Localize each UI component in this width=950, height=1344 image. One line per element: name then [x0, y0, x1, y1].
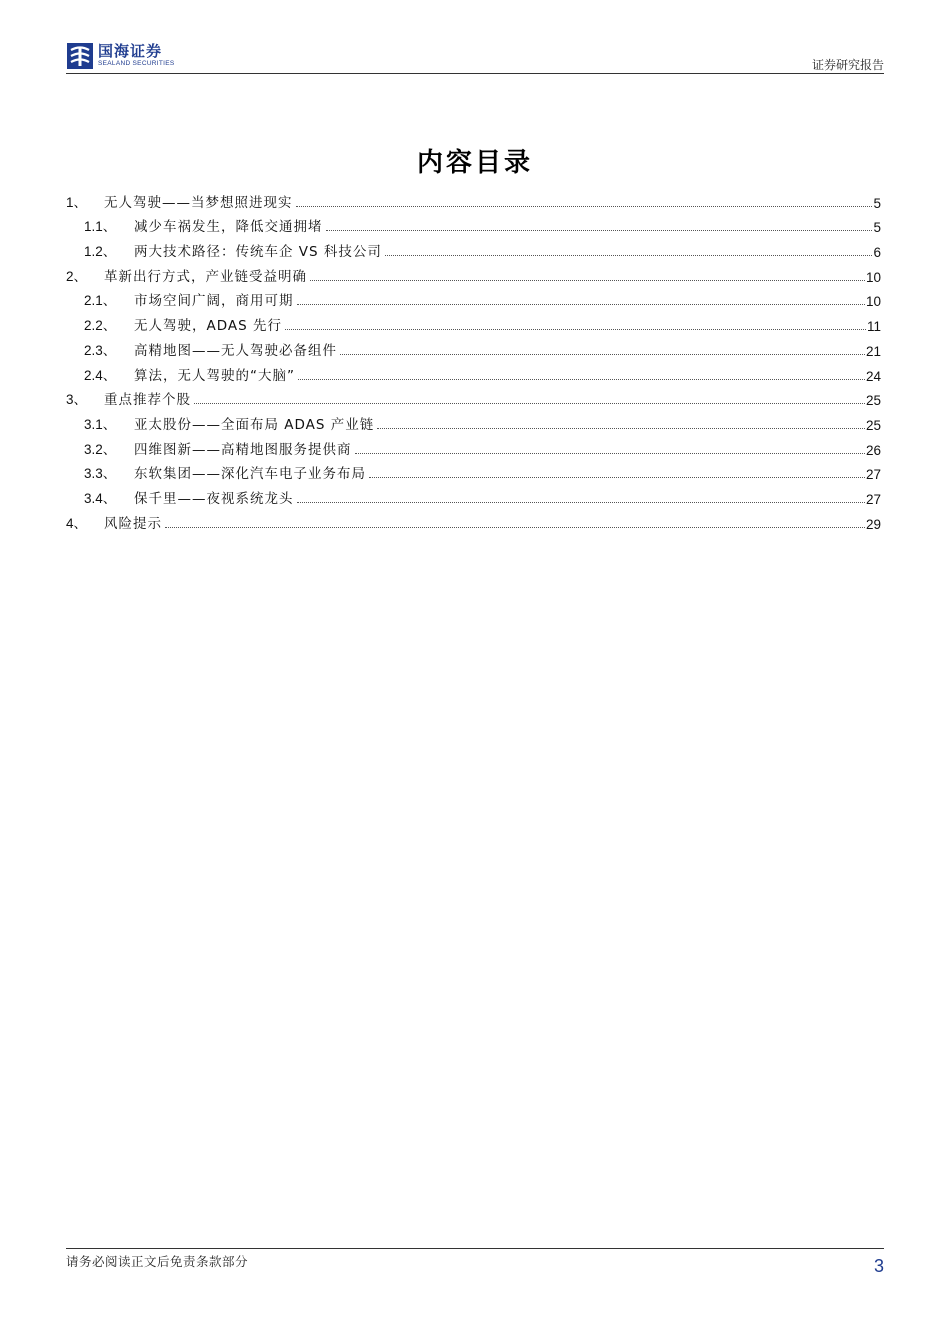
toc-dot-leader [285, 329, 866, 330]
toc-dot-leader [310, 280, 865, 281]
toc-entry-page: 24 [865, 368, 881, 384]
toc-entry-page: 27 [865, 467, 881, 483]
toc-entry-page: 6 [873, 245, 881, 261]
toc-entry-page: 5 [873, 195, 881, 211]
toc-title: 内容目录 [416, 148, 533, 178]
report-type-label: 证券研究报告 [811, 58, 884, 72]
toc-entry-number: 2、 [66, 268, 88, 284]
toc-entry-number: 3、 [66, 392, 88, 408]
toc-dot-leader [165, 527, 865, 528]
toc-entry-label: 无人驾驶，ADAS 先行 [134, 318, 282, 335]
footer-disclaimer: 请务必阅读正文后免责条款部分 [66, 1254, 249, 1269]
sealand-logo-icon [66, 42, 94, 70]
logo-chinese-name: 国海证券 [98, 42, 163, 61]
toc-entry-label: 算法，无人驾驶的“大脑” [134, 367, 295, 384]
toc-entry[interactable] [66, 186, 881, 211]
toc-entry-number: 4、 [66, 515, 88, 531]
toc-entry[interactable] [66, 285, 881, 310]
toc-entry-page: 10 [865, 269, 881, 285]
toc-entry[interactable] [66, 309, 881, 334]
page-header [0, 0, 950, 76]
toc-dot-leader [377, 428, 865, 429]
toc-entry-page: 25 [865, 393, 881, 409]
toc-dot-leader [340, 354, 865, 355]
toc-entry-label: 市场空间广阔，商用可期 [134, 293, 294, 310]
toc-dot-leader [326, 230, 873, 231]
toc-entry-label: 四维图新——高精地图服务提供商 [134, 441, 352, 458]
toc-entry-page: 21 [865, 343, 881, 359]
toc-entry-page: 10 [865, 294, 881, 310]
toc-dot-leader [194, 403, 865, 404]
table-of-contents [66, 186, 881, 532]
toc-dot-leader [297, 304, 865, 305]
toc-entry-number: 1.1、 [84, 219, 117, 235]
toc-entry[interactable] [66, 408, 881, 433]
toc-entry-label: 高精地图——无人驾驶必备组件 [134, 342, 337, 359]
logo-english-name: SEALAND SECURITIES [98, 60, 175, 68]
toc-entry-label: 革新出行方式，产业链受益明确 [104, 268, 307, 285]
footer-divider [66, 1248, 884, 1249]
toc-entry[interactable] [66, 334, 881, 359]
toc-entry-page: 5 [873, 220, 881, 236]
toc-entry[interactable] [66, 359, 881, 384]
toc-dot-leader [296, 206, 873, 207]
toc-entry-number: 1.2、 [84, 244, 117, 260]
toc-entry-label: 东软集团——深化汽车电子业务布局 [134, 466, 366, 483]
toc-entry-number: 3.4、 [84, 490, 117, 506]
toc-entry-label: 无人驾驶——当梦想照进现实 [104, 194, 293, 211]
toc-entry[interactable] [66, 433, 881, 458]
toc-entry[interactable] [66, 260, 881, 285]
header-divider [66, 73, 884, 74]
toc-dot-leader [369, 477, 865, 478]
toc-dot-leader [355, 453, 865, 454]
toc-entry-page: 27 [865, 491, 881, 507]
toc-entry-page: 26 [865, 442, 881, 458]
toc-entry-number: 2.1、 [84, 293, 117, 309]
toc-entry-label: 亚太股份——全面布局 ADAS 产业链 [134, 416, 375, 433]
toc-entry-number: 1、 [66, 194, 88, 210]
toc-entry-label: 重点推荐个股 [104, 392, 191, 409]
toc-entry[interactable] [66, 482, 881, 507]
toc-entry[interactable] [66, 211, 881, 236]
toc-entry-page: 29 [865, 516, 881, 532]
toc-entry[interactable] [66, 235, 881, 260]
toc-entry[interactable] [66, 384, 881, 409]
toc-entry-number: 3.1、 [84, 416, 117, 432]
toc-entry-label: 减少车祸发生，降低交通拥堵 [134, 219, 323, 236]
toc-dot-leader [298, 379, 865, 380]
toc-entry[interactable] [66, 458, 881, 483]
toc-entry-label: 两大技术路径：传统车企 VS 科技公司 [134, 244, 382, 261]
toc-entry-label: 风险提示 [104, 515, 162, 532]
company-logo [66, 42, 175, 70]
toc-entry[interactable] [66, 507, 881, 532]
toc-entry-number: 2.3、 [84, 342, 117, 358]
toc-entry-number: 3.2、 [84, 441, 117, 457]
toc-entry-label: 保千里——夜视系统龙头 [134, 490, 294, 507]
toc-entry-page: 25 [865, 417, 881, 433]
toc-entry-page: 11 [866, 319, 881, 335]
toc-entry-number: 3.3、 [84, 466, 117, 482]
toc-dot-leader [297, 502, 865, 503]
page-number: 3 [873, 1256, 884, 1276]
toc-entry-number: 2.2、 [84, 318, 117, 334]
toc-dot-leader [385, 255, 873, 256]
toc-entry-number: 2.4、 [84, 367, 117, 383]
